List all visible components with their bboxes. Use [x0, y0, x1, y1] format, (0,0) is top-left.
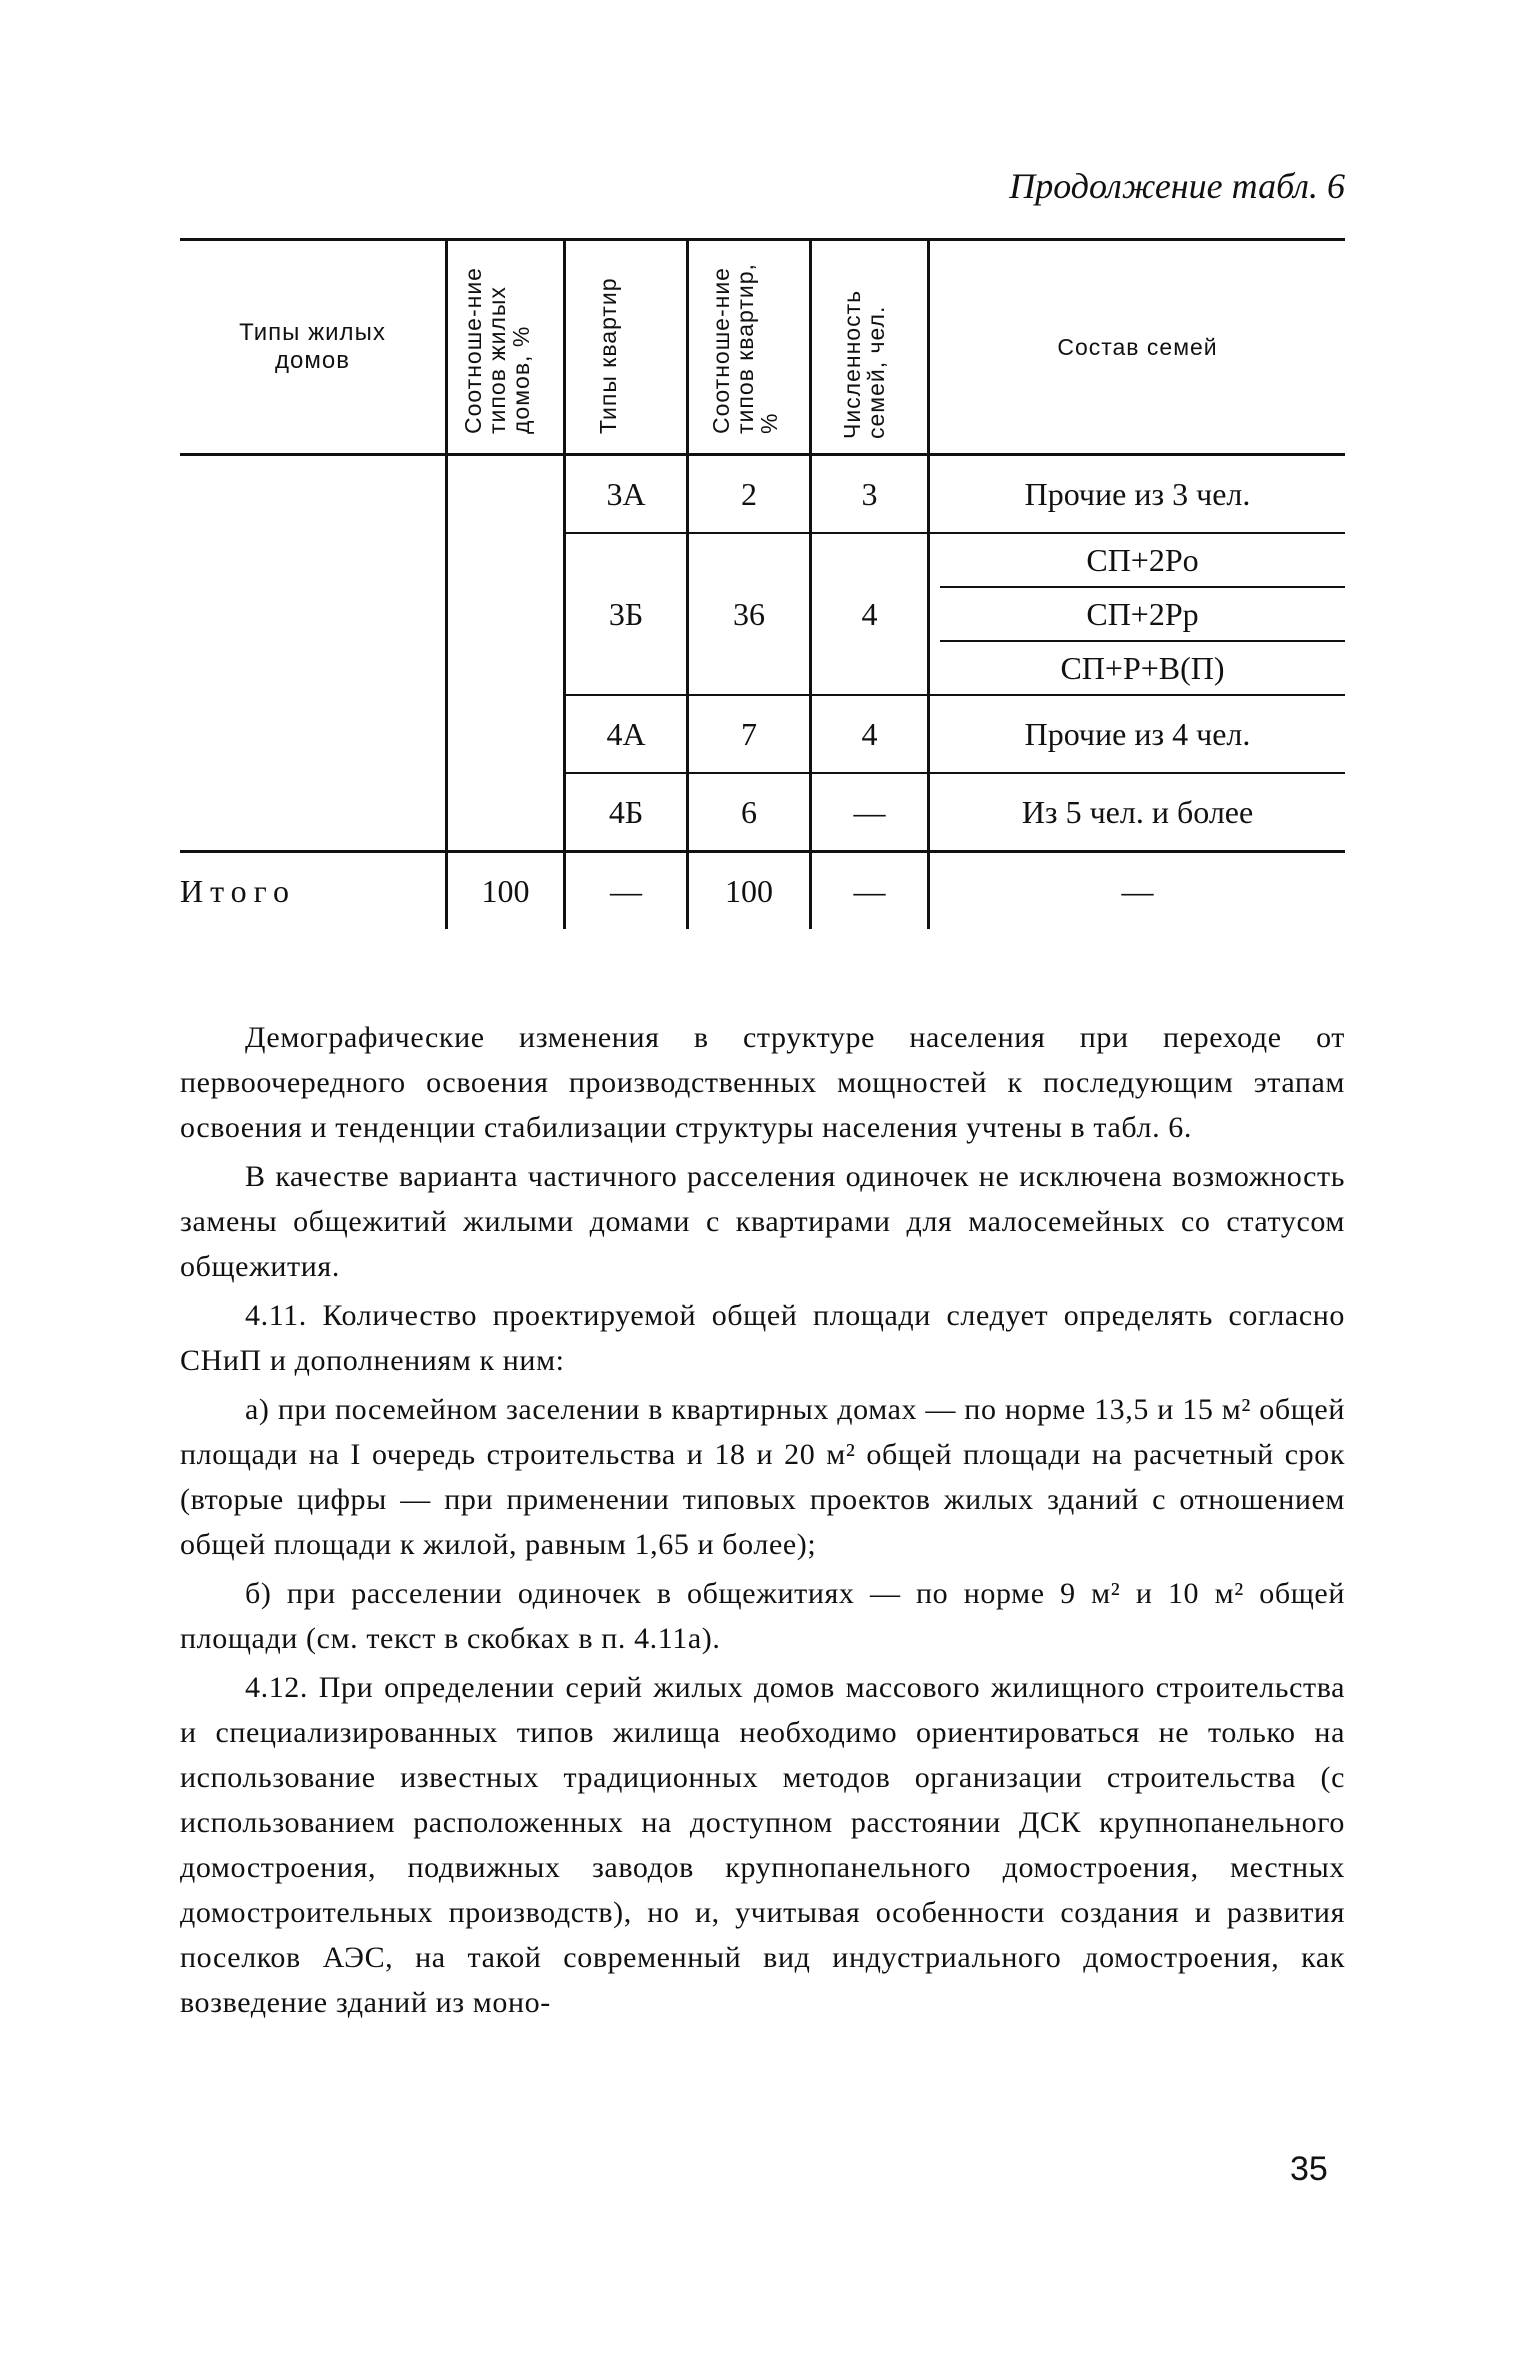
header-family-composition — [929, 240, 1346, 455]
table-header-row — [180, 240, 1345, 455]
header-house-types — [180, 240, 447, 455]
paragraph: а) при посемейном заселении в квартирных домах — по норме 13,5 и 15 м² общей площади на I очередь строительства и 18 и 20 м² общей площади на расчетный срок (вторые цифры — при применении типовых проектов жилых зданий с отношением общей площади к жилой, равным 1,65 и более); — [180, 1393, 1345, 1561]
header-apt-types — [565, 240, 688, 455]
family-composition-cell — [929, 533, 1346, 695]
table-continuation-caption: Продолжение табл. 6 — [1009, 166, 1345, 206]
apt-share-cell: 2 — [688, 455, 811, 534]
family-composition-item: СП+2Pр — [940, 588, 1345, 642]
paragraph: 4.11. Количество проектируемой общей площади следует определять согласно СНиП и дополнениям к ним: — [180, 1299, 1345, 1377]
page-number: 35 — [1290, 2150, 1328, 2188]
header-label: Соотноше-ние типов жилых домов, % — [459, 267, 534, 434]
header-label: Типы жилых домов — [239, 319, 386, 374]
paragraph: 4.12. При определении серий жилых домов массового жилищного строительства и специализированных типов жилища необходимо ориентироваться не только на использование известных традиционных методов организации строительства (с использованием расположенных на доступном расстоянии ДСК крупнопанельного домостроения, подвижных заводов крупнопанельного домостроения, местных домостроительных производств), но и, учитывая особенности создания и развития поселков АЭС, на такой современный вид индустриального домостроения, как возведение зданий из моно- — [180, 1671, 1345, 2019]
apt-share-cell: 7 — [688, 695, 811, 773]
header-label: Соотноше-ние типов квартир, % — [708, 263, 782, 434]
apt-share-cell: 36 — [688, 533, 811, 695]
housing-table — [180, 238, 1345, 929]
apt-type-cell: 3Б — [565, 533, 688, 695]
family-size-cell: 3 — [811, 455, 929, 534]
header-label: Состав семей — [1057, 333, 1218, 360]
family-composition-cell: Из 5 чел. и более — [929, 773, 1346, 852]
header-family-size — [811, 240, 929, 455]
family-composition-cell: Прочие из 3 чел. — [929, 455, 1346, 534]
family-composition-item: СП+Р+В(П) — [1060, 650, 1225, 686]
house-share-cell — [447, 455, 565, 852]
family-composition-cell: Прочие из 4 чел. — [929, 695, 1346, 773]
header-label: Типы квартир — [595, 277, 621, 434]
family-composition-item: СП+2Pо — [940, 534, 1345, 588]
paragraph: б) при расселении одиночек в общежитиях — по норме 9 м² и 10 м² общей площади (см. текст в скобках в п. 4.11а). — [180, 1577, 1345, 1655]
house-type-cell — [180, 455, 447, 852]
apt-type-cell: 4Б — [565, 773, 688, 852]
header-label: Численность семей, чел. — [838, 289, 889, 439]
table-row — [180, 455, 1345, 534]
family-size-cell: — — [811, 773, 929, 852]
paragraph: Демографические изменения в структуре населения при переходе от первоочередного освоения производственных мощностей к последующим этапам освоения и тенденции стабилизации структуры населения учтены в табл. 6. — [180, 1021, 1345, 1144]
total-house-share: 100 — [447, 852, 565, 930]
family-size-cell: 4 — [811, 533, 929, 695]
body-text — [180, 1015, 1345, 2029]
paragraph: В качестве варианта частичного расселения одиночек не исключена возможность замены общежитий жилыми домами с квартирами для малосемейных со статусом общежития. — [180, 1160, 1345, 1283]
family-size-cell: 4 — [811, 695, 929, 773]
total-label: Итого — [180, 852, 447, 930]
total-apt-share: 100 — [688, 852, 811, 930]
total-apt-type: — — [565, 852, 688, 930]
table-total-row — [180, 852, 1345, 930]
total-family-size: — — [811, 852, 929, 930]
header-apt-share — [688, 240, 811, 455]
apt-type-cell: 3А — [565, 455, 688, 534]
apt-type-cell: 4А — [565, 695, 688, 773]
header-house-share — [447, 240, 565, 455]
apt-share-cell: 6 — [688, 773, 811, 852]
total-family-composition: — — [929, 852, 1346, 930]
